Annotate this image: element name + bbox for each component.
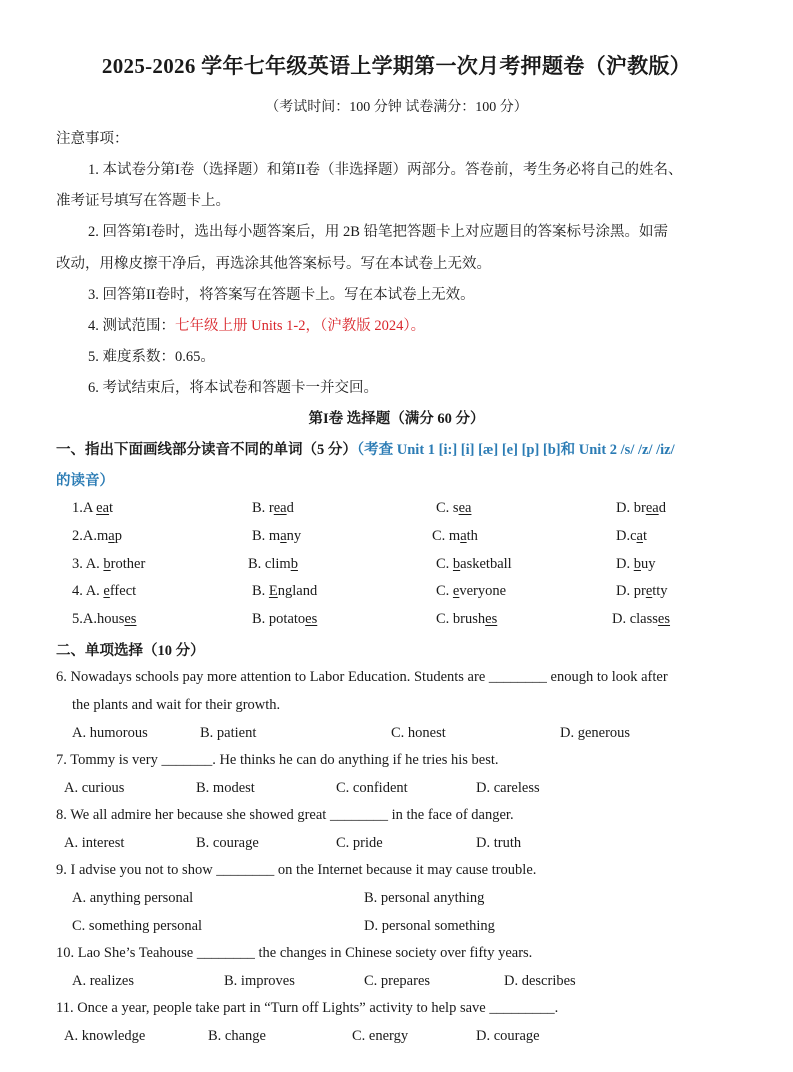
- q3-option-b: [248, 556, 298, 573]
- q10-option-a: A. realizes: [72, 973, 134, 989]
- q9-option-c: C. something personal: [72, 918, 203, 934]
- q11-option-d: D. courage: [476, 1028, 540, 1044]
- notice-item-4-prefix: 4. 测试范围：: [88, 318, 175, 334]
- q7-option-c: C. confident: [336, 780, 408, 796]
- q5-option-a: [72, 611, 136, 628]
- q11-option-b: B. change: [208, 1028, 266, 1044]
- underlined-letters: b: [452, 556, 461, 572]
- q3-option-a: [72, 556, 145, 573]
- underlined-letters: es: [305, 611, 318, 627]
- q3-option-c: [436, 556, 512, 573]
- notice-item-2-line-2: 改动，用橡皮擦干净后，再选涂其他答案标号。写在本试卷上无效。: [56, 256, 491, 272]
- part-1-heading: 第I卷 选择题（满分 60 分）: [308, 411, 485, 427]
- underlined-letters: b: [633, 556, 641, 572]
- q4-option-a: [72, 583, 136, 600]
- option-text: ny: [286, 528, 302, 544]
- option-text: asketball: [460, 556, 512, 572]
- option-text: B. m: [252, 528, 281, 544]
- notice-item-4-scope: 七年级上册 Units 1-2，（沪教版 2024）。: [175, 318, 426, 334]
- question-6-line-1: 6. Nowadays schools pay more attention to Labor Education. Students are ________ enough to look after: [56, 669, 668, 685]
- underlined-letters: b: [103, 556, 111, 572]
- option-text: C.: [436, 583, 453, 599]
- option-text: 4. A.: [72, 583, 104, 599]
- underlined-letters: ea: [273, 500, 287, 516]
- q11-option-a: A. knowledge: [64, 1028, 146, 1044]
- option-text: D. class: [612, 611, 658, 627]
- option-text: t: [642, 528, 648, 544]
- underlined-letters: es: [657, 611, 671, 627]
- exam-title: 2025-2026 学年七年级英语上学期第一次月考押题卷（沪教版）: [101, 54, 692, 78]
- option-text: rother: [110, 556, 146, 572]
- section-1-scope: （考查 Unit 1 [i:] [i] [æ] [e] [p] [b]和 Unit 2 /s/ /z/ /iz/: [356, 442, 675, 458]
- question-8: 8. We all admire her because she showed great ________ in the face of danger.: [56, 807, 514, 823]
- q4-option-b: [252, 583, 317, 600]
- option-text: C. m: [432, 528, 461, 544]
- q10-option-b: B. improves: [224, 973, 295, 989]
- q10-option-c: C. prepares: [364, 973, 431, 989]
- option-text: ffect: [109, 583, 137, 599]
- option-text: uy: [640, 556, 656, 572]
- q2-option-a: [72, 528, 122, 545]
- underlined-letters: ea: [96, 500, 110, 516]
- option-text: 2.A.m: [72, 528, 109, 544]
- option-text: D.: [616, 556, 634, 572]
- option-text: C.: [436, 556, 453, 572]
- section-1-scope-cont: 的读音）: [56, 473, 114, 489]
- notice-heading: 注意事项：: [56, 131, 129, 147]
- q5-option-b: [252, 611, 317, 628]
- option-text: B. r: [252, 500, 274, 516]
- q4-option-d: [616, 583, 668, 600]
- section-2-heading: 二、单项选择（10 分）: [56, 643, 205, 659]
- underlined-letters: a: [636, 528, 643, 544]
- q6-option-c: C. honest: [391, 725, 446, 741]
- underlined-letters: a: [108, 528, 115, 544]
- option-text: D. br: [616, 500, 646, 516]
- q11-option-c: C. energy: [352, 1028, 409, 1044]
- option-text: C. brush: [436, 611, 486, 627]
- underlined-letters: es: [485, 611, 498, 627]
- option-text: p: [114, 528, 122, 544]
- option-text: t: [109, 500, 114, 516]
- option-text: ngland: [277, 583, 318, 599]
- underlined-letters: ea: [458, 500, 472, 516]
- notice-item-2-line-1: 2. 回答第I卷时，选出每小题答案后，用 2B 铅笔把答题卡上对应题目的答案标号涂黑。如需: [88, 224, 668, 240]
- underlined-letters: E: [268, 583, 278, 599]
- q5-option-c: [436, 611, 497, 628]
- option-text: 5.A.hous: [72, 611, 125, 627]
- q8-option-a: A. interest: [64, 835, 125, 851]
- option-text: B. potato: [252, 611, 306, 627]
- underlined-letters: ea: [645, 500, 659, 516]
- question-6-line-2: the plants and wait for their growth.: [72, 697, 281, 713]
- q1-option-c: [436, 500, 471, 517]
- notice-item-1-line-2: 准考证号填写在答题卡上。: [56, 193, 230, 209]
- q6-option-d: D. generous: [560, 725, 631, 741]
- q8-option-d: D. truth: [476, 835, 522, 851]
- q6-option-b: B. patient: [200, 725, 257, 741]
- question-11: 11. Once a year, people take part in “Turn off Lights” activity to help save _________.: [56, 1000, 559, 1016]
- q1-option-a: [72, 500, 113, 517]
- q5-option-d: [612, 611, 670, 628]
- underlined-letters: a: [280, 528, 287, 544]
- underlined-letters: e: [103, 583, 110, 599]
- q8-option-b: B. courage: [196, 835, 259, 851]
- option-text: D. pr: [616, 583, 646, 599]
- q9-option-a: A. anything personal: [72, 890, 194, 906]
- underlined-letters: e: [452, 583, 460, 599]
- q9-option-d: D. personal something: [364, 918, 495, 934]
- question-7: 7. Tommy is very _______. He thinks he can do anything if he tries his best.: [56, 752, 499, 768]
- option-text: d: [658, 500, 666, 516]
- q7-option-b: B. modest: [196, 780, 255, 796]
- option-text: C. s: [436, 500, 459, 516]
- q10-option-d: D. describes: [504, 973, 576, 989]
- option-text: veryone: [459, 583, 507, 599]
- option-text: tty: [652, 583, 668, 599]
- q1-option-d: [616, 500, 666, 517]
- q2-option-c: [432, 528, 478, 545]
- notice-item-4: [88, 314, 425, 335]
- notice-item-6: 6. 考试结束后，将本试卷和答题卡一并交回。: [88, 380, 378, 396]
- underlined-letters: a: [460, 528, 467, 544]
- q9-option-b: B. personal anything: [364, 890, 485, 906]
- option-text: D.c: [616, 528, 637, 544]
- option-text: B. clim: [248, 556, 291, 572]
- q1-option-b: [252, 500, 294, 517]
- section-1-title: 一、指出下面画线部分读音不同的单词（5 分）: [56, 442, 357, 458]
- q4-option-c: [436, 583, 506, 600]
- notice-item-3: 3. 回答第II卷时，将答案写在答题卡上。写在本试卷上无效。: [88, 287, 475, 303]
- underlined-letters: b: [290, 556, 298, 572]
- question-10: 10. Lao She’s Teahouse ________ the changes in Chinese society over fifty years.: [56, 945, 533, 961]
- option-text: d: [286, 500, 294, 516]
- option-text: B.: [252, 583, 269, 599]
- q2-option-d: [616, 528, 647, 545]
- option-text: 1.A: [72, 500, 97, 516]
- q3-option-d: [616, 556, 655, 573]
- q2-option-b: [252, 528, 301, 545]
- q6-option-a: A. humorous: [72, 725, 148, 741]
- underlined-letters: e: [645, 583, 653, 599]
- option-text: 3. A.: [72, 556, 104, 572]
- q8-option-c: C. pride: [336, 835, 383, 851]
- notice-item-1-line-1: 1. 本试卷分第I卷（选择题）和第II卷（非选择题）两部分。答卷前，考生务必将自己的姓名、: [88, 162, 683, 178]
- option-text: th: [466, 528, 478, 544]
- q7-option-a: A. curious: [64, 780, 125, 796]
- underlined-letters: es: [124, 611, 137, 627]
- notice-item-5: 5. 难度系数：0.65。: [88, 349, 215, 365]
- question-9: 9. I advise you not to show ________ on the Internet because it may cause trouble.: [56, 862, 537, 878]
- section-1-heading: [56, 438, 675, 459]
- exam-subtitle: （考试时间：100 分钟 试卷满分：100 分）: [265, 100, 528, 115]
- q7-option-d: D. careless: [476, 780, 540, 796]
